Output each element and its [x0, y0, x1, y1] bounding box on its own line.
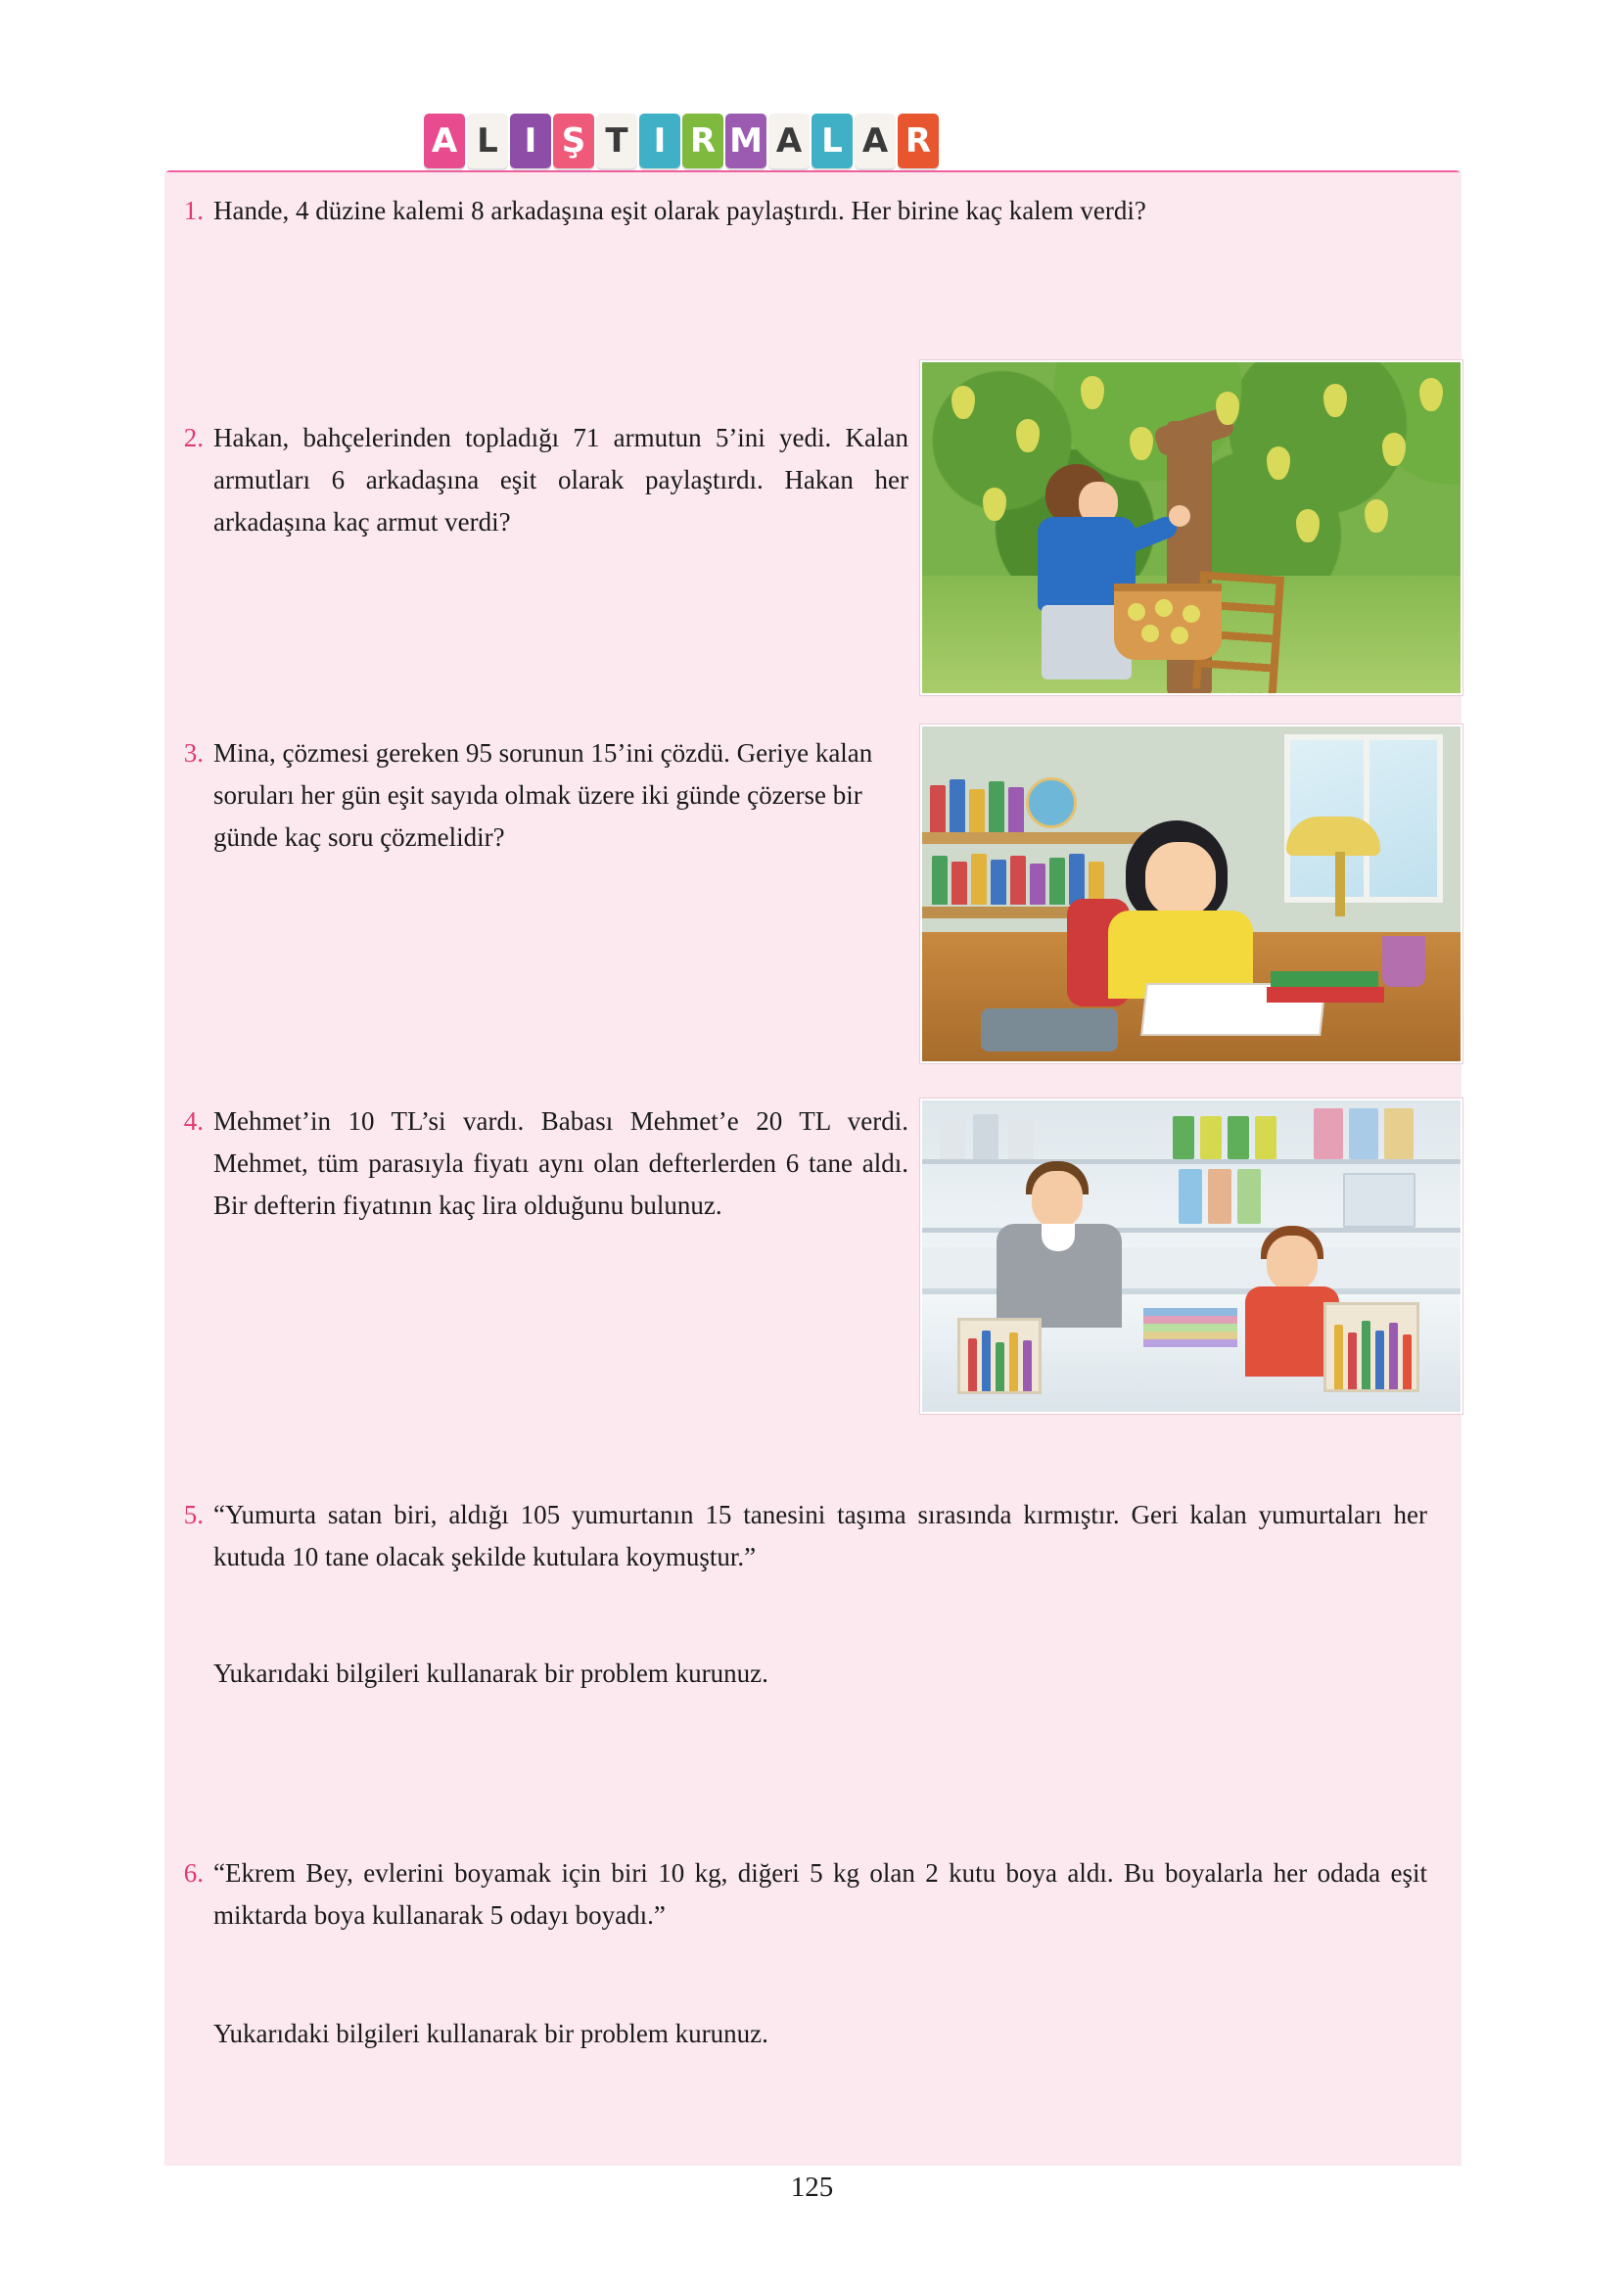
title-letter: A	[424, 114, 465, 168]
exercise-6-followup: Yukarıdaki bilgileri kullanarak bir problem kurunuz.	[213, 2019, 768, 2048]
title-letter: L	[812, 114, 853, 168]
exercise-item-4	[164, 1100, 928, 1227]
title-letter: A	[855, 114, 896, 168]
exercise-number: 5.	[183, 1500, 204, 1529]
exercise-number: 1.	[183, 196, 204, 225]
exercise-item-2	[164, 417, 928, 543]
title-letter: I	[510, 114, 551, 168]
stationery-shop-illustration	[920, 1099, 1462, 1414]
exercise-text: Mina, çözmesi gereken 95 sorunun 15’ini çözdü. Geriye kalan soruları her gün eşit sayıda olmak üzere iki günde çözerse bir günde kaç soru çözmelidir?	[213, 738, 873, 852]
title-letter: R	[898, 114, 939, 168]
exercise-item-6	[164, 1852, 1427, 1937]
exercise-text: Mehmet’in 10 TL’si vardı. Babası Mehmet’e 20 TL verdi. Mehmet, tüm parasıyla fiyatı aynı olan defterlerden 6 tane aldı. Bir defterin fiyatının kaç lira olduğunu bulunuz.	[213, 1106, 908, 1220]
title-letter: I	[639, 114, 680, 168]
title-letter: R	[682, 114, 723, 168]
page-title	[424, 114, 939, 168]
exercise-item-3	[164, 732, 938, 859]
title-letter: A	[768, 114, 810, 168]
exercise-item-5	[164, 1494, 1427, 1578]
study-desk-illustration	[920, 725, 1462, 1063]
exercise-5-followup: Yukarıdaki bilgileri kullanarak bir problem kurunuz.	[213, 1659, 768, 1688]
title-letter: L	[467, 114, 508, 168]
title-letter: M	[725, 114, 766, 168]
title-letter: Ş	[553, 114, 594, 168]
title-letter: T	[596, 114, 637, 168]
page-number: 125	[790, 2172, 834, 2203]
exercise-number: 4.	[183, 1106, 204, 1136]
exercise-text: “Yumurta satan biri, aldığı 105 yumurtanın 15 tanesini taşıma sırasında kırmıştır. Geri kalan yumurtaları her kutuda 10 tane olacak şekilde kutulara koymuştur.”	[213, 1500, 1427, 1571]
exercise-number: 6.	[183, 1858, 204, 1888]
exercise-text: Hande, 4 düzine kalemi 8 arkadaşına eşit olarak paylaştırdı. Her birine kaç kalem verdi?	[213, 196, 1146, 225]
pear-tree-illustration	[920, 360, 1462, 695]
exercise-item-1	[164, 190, 1427, 232]
exercise-text: “Ekrem Bey, evlerini boyamak için biri 10 kg, diğeri 5 kg olan 2 kutu boya aldı. Bu boyalarla her odada eşit miktarda boya kullanarak 5 odayı boyadı.”	[213, 1858, 1427, 1930]
exercise-number: 2.	[183, 423, 204, 452]
exercise-number: 3.	[183, 738, 204, 768]
exercise-text: Hakan, bahçelerinden topladığı 71 armutun 5’ini yedi. Kalan armutları 6 arkadaşına eşit olarak paylaştırdı. Hakan her arkadaşına kaç armut verdi?	[213, 423, 908, 537]
